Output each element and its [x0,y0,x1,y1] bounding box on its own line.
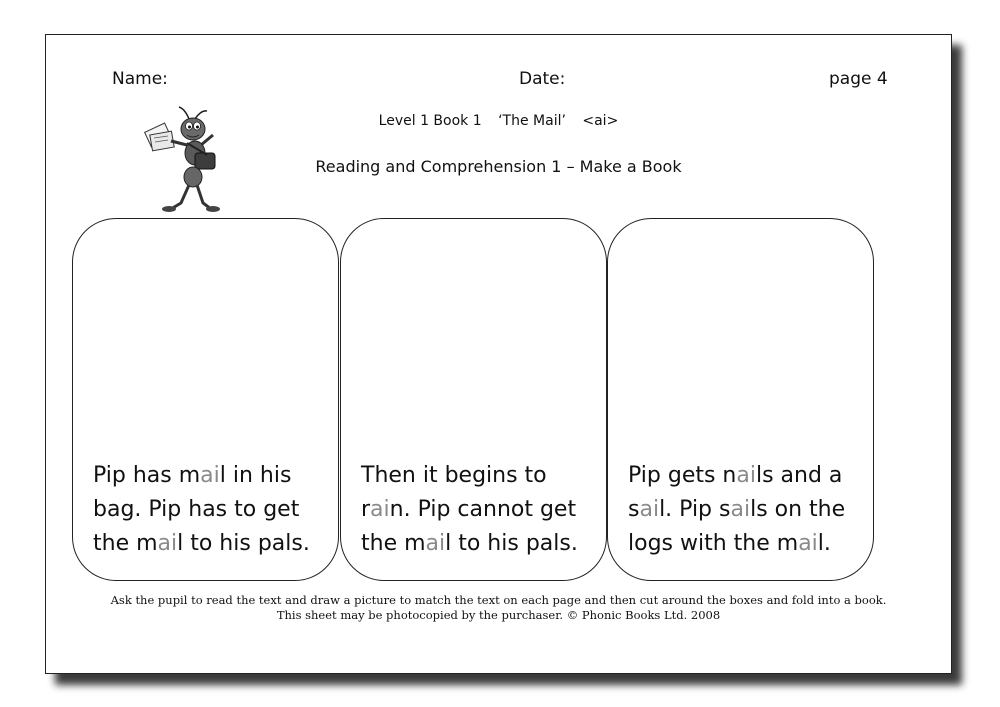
story-segment: l. Pip s [659,497,731,522]
story-segment: Then it begins to r [361,463,547,522]
book-title: ‘The Mail’ [498,113,566,129]
date-label: Date: [519,69,566,89]
book-level: Level 1 Book 1 [378,113,482,129]
story-segment: l. [817,531,831,556]
highlighted-grapheme: ai [736,463,756,488]
story-segment: Pip gets n [628,463,737,488]
story-box-3 [607,218,874,581]
page-number: page 4 [829,69,888,89]
footer-copyright: This sheet may be photocopied by the purchaser. © Phonic Books Ltd. 2008 [276,608,721,622]
book-info [46,113,951,129]
story-box-1 [72,218,339,581]
highlighted-grapheme: ai [370,497,390,522]
worksheet-page [45,34,952,674]
name-label: Name: [112,69,168,89]
activity-title: Reading and Comprehension 1 – Make a Book [315,157,682,176]
story-segment: n. Pip cannot get the m [361,497,577,556]
story-segment: Pip has m [93,463,201,488]
story-segment: ls on the logs with the m [628,497,846,556]
story-text-2 [361,459,592,561]
story-segment: l to his pals. [177,531,310,556]
story-box-2 [340,218,607,581]
highlighted-grapheme: ai [798,531,818,556]
highlighted-grapheme: ai [639,497,660,522]
highlighted-grapheme: ai [157,531,178,556]
footer-instructions: Ask the pupil to read the text and draw a picture to match the text on each page and then cut around the boxes and fold into a book. [110,593,887,607]
highlighted-grapheme: ai [730,497,751,522]
story-text-1 [93,459,324,561]
story-text-3 [628,459,859,561]
story-segment: l in his bag. Pip has to get the m [93,463,300,556]
instructions-footer [46,593,951,623]
story-segment: ls and a s [628,463,843,522]
highlighted-grapheme: ai [200,463,220,488]
highlighted-grapheme: ai [425,531,446,556]
story-segment: l to his pals. [445,531,578,556]
book-sound: <ai> [582,113,619,129]
